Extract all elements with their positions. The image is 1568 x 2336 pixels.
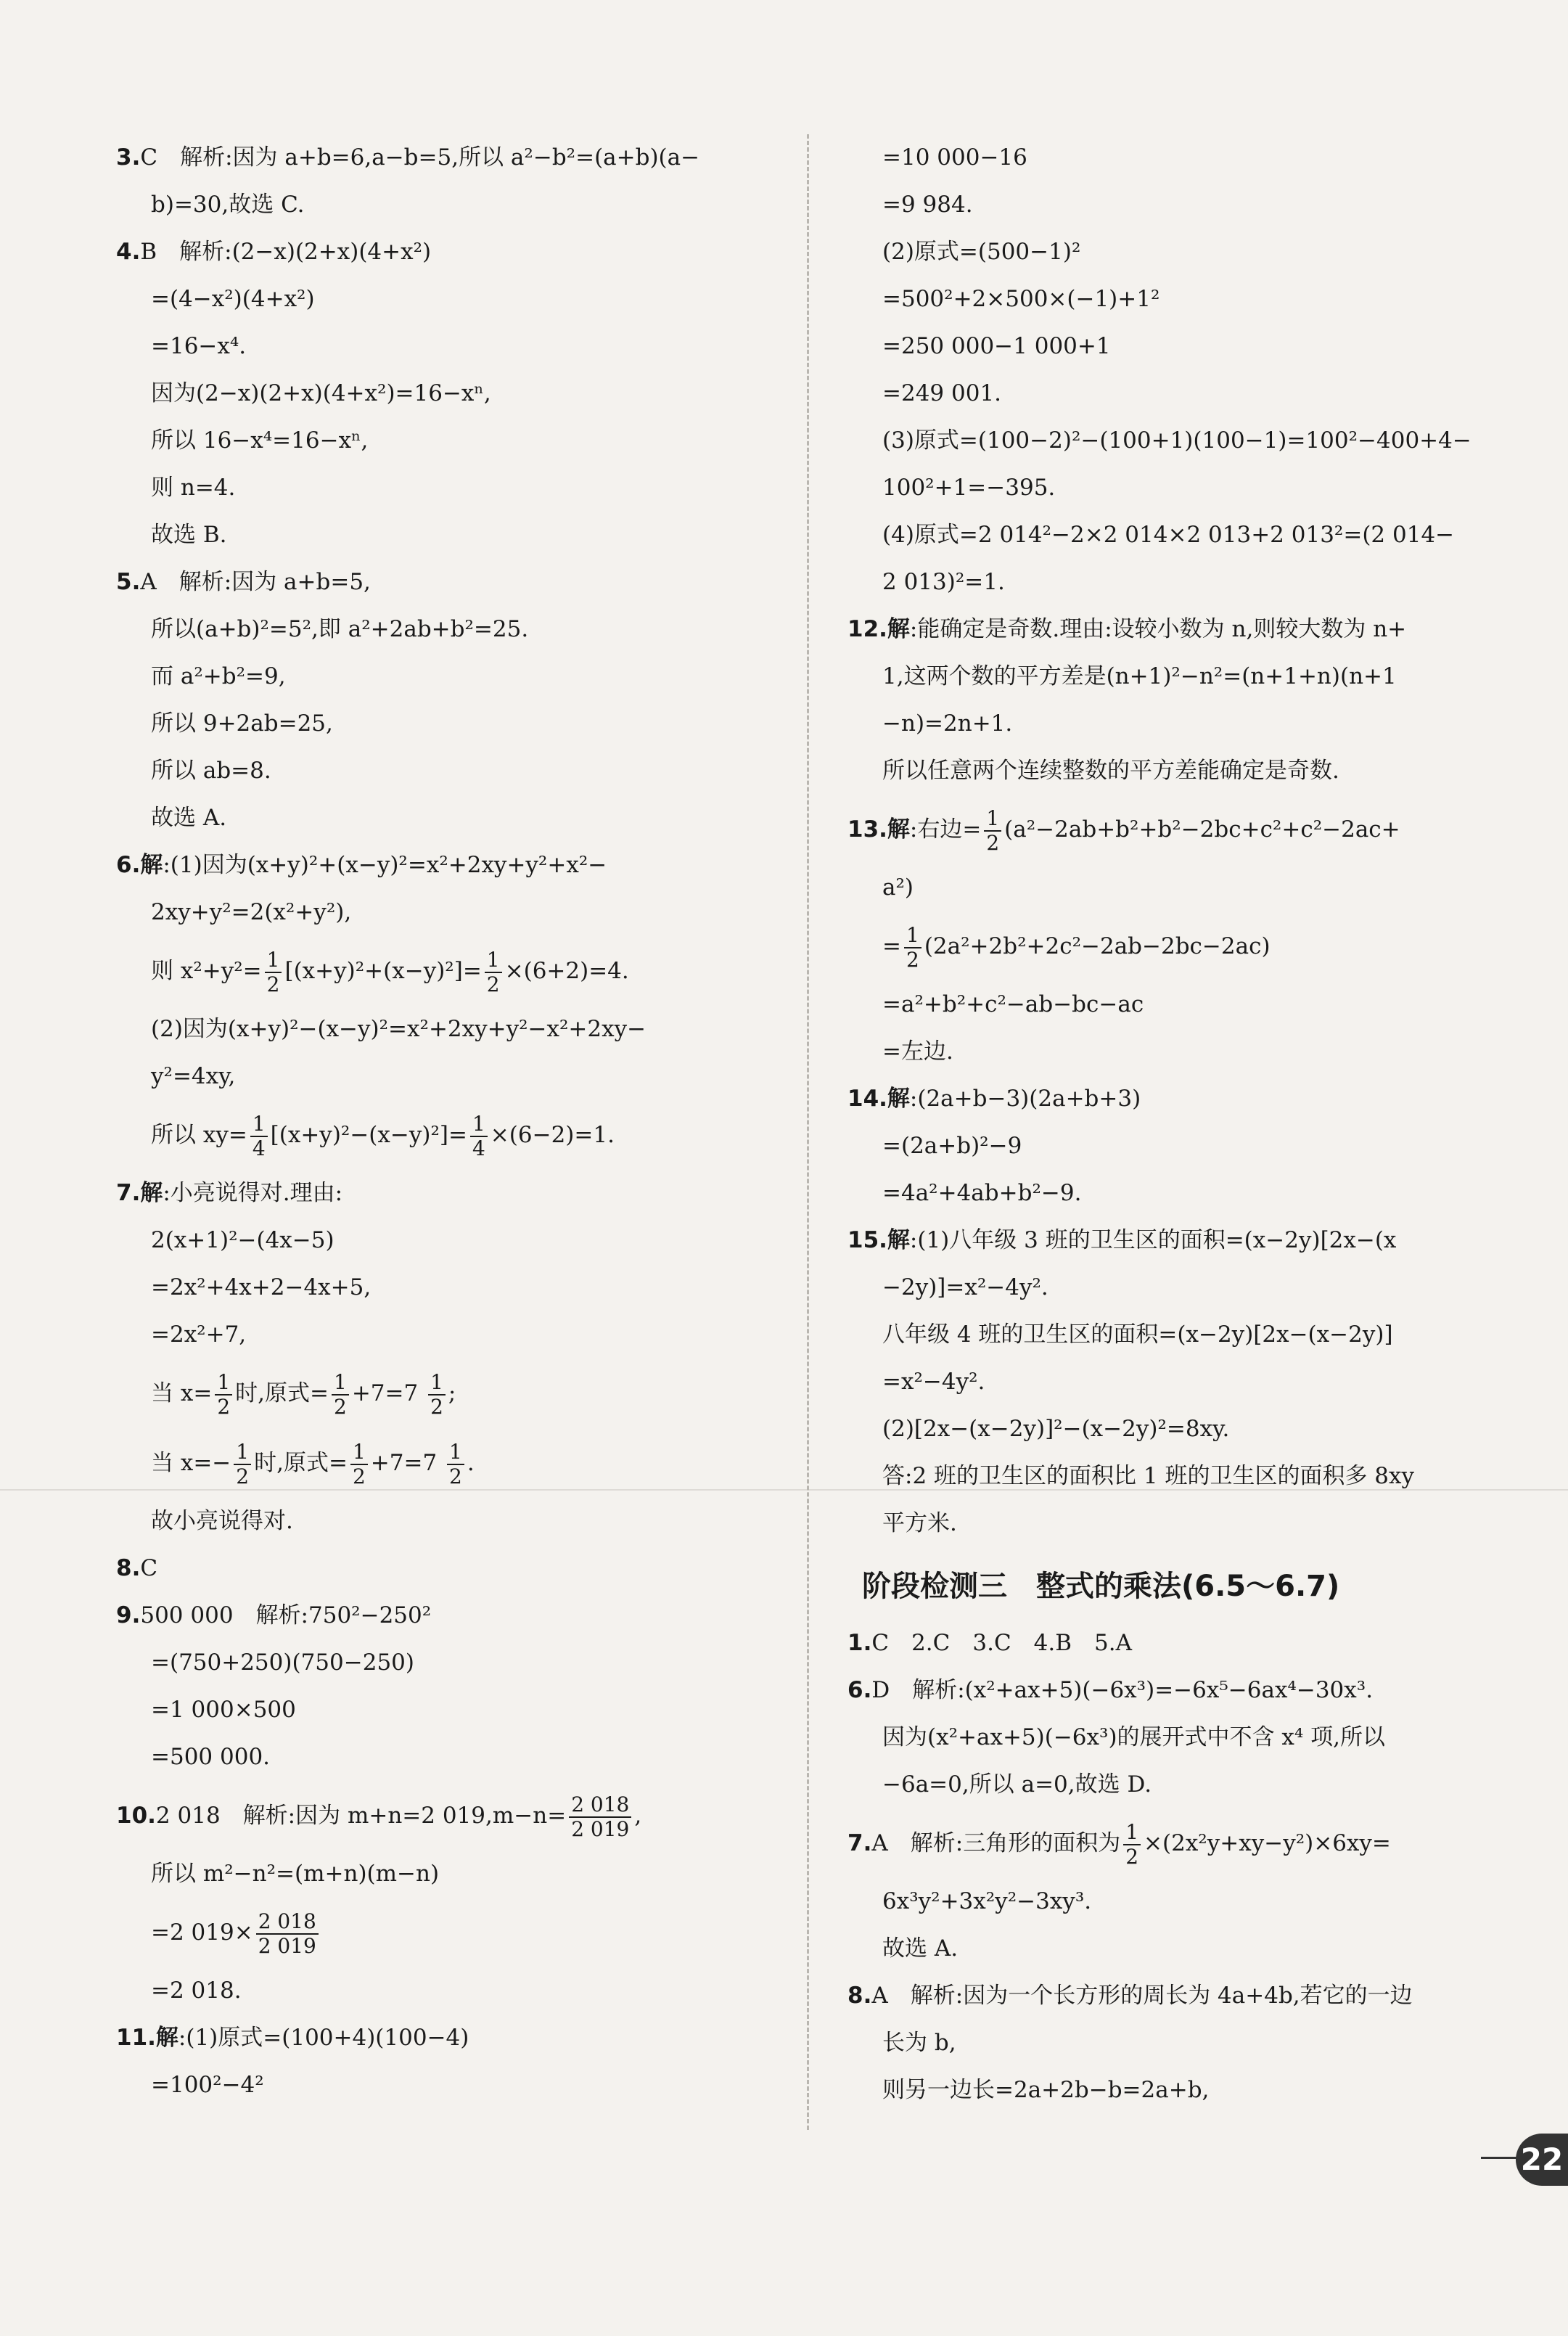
answer-text: 所以(a+b)²=5²,即 a²+2ab+b²=25. bbox=[151, 616, 529, 642]
answer-line bbox=[847, 747, 1501, 795]
fraction-denominator: 2 bbox=[217, 1394, 231, 1419]
answer-text: ×(6+2)=4. bbox=[504, 958, 629, 984]
answer-text: 2 013)²=1. bbox=[882, 569, 1005, 595]
answer-line bbox=[116, 1311, 776, 1358]
fraction bbox=[984, 808, 1001, 853]
answer-text: b)=30,故选 C. bbox=[151, 192, 305, 218]
answer-item bbox=[847, 1075, 1501, 1123]
answer-line bbox=[116, 323, 776, 370]
answer-line bbox=[847, 1123, 1501, 1170]
answer-text: 故选 A. bbox=[151, 805, 227, 831]
answer-text: 1,这两个数的平方差是(n+1)²−n²=(n+1+n)(n+1 bbox=[882, 663, 1397, 689]
answer-line bbox=[847, 1878, 1501, 1925]
fraction-denominator: 4 bbox=[252, 1136, 266, 1160]
answer-text: :小亮说得对.理由: bbox=[163, 1180, 343, 1206]
fraction-numerator: 1 bbox=[332, 1372, 349, 1396]
answer-text: =10 000−16 bbox=[882, 144, 1027, 171]
fraction bbox=[470, 1111, 488, 1160]
answer-text: 2 018 解析:因为 m+n=2 019,m−n= bbox=[155, 1803, 567, 1829]
item-number: 7. bbox=[116, 1180, 141, 1206]
answer-text: 所以 16−x⁴=16−xⁿ, bbox=[151, 427, 369, 454]
answer-line bbox=[847, 1170, 1501, 1217]
answer-text: A 解析:三角形的面积为 bbox=[871, 1830, 1121, 1856]
fraction-denominator: 2 bbox=[266, 972, 280, 996]
answer-item bbox=[116, 229, 776, 276]
answer-text: (2)[2x−(x−2y)]²−(x−2y)²=8xy. bbox=[882, 1416, 1230, 1442]
answer-text: =左边. bbox=[882, 1038, 953, 1065]
answer-line bbox=[116, 747, 776, 795]
answer-text: =(4−x²)(4+x²) bbox=[151, 286, 315, 312]
answer-item bbox=[847, 1808, 1501, 1878]
fraction bbox=[332, 1369, 349, 1419]
fraction-numerator: 1 bbox=[215, 1372, 232, 1396]
answer-text: =(750+250)(750−250) bbox=[151, 1649, 414, 1676]
answer-line bbox=[847, 181, 1501, 229]
left-column bbox=[116, 134, 776, 2109]
answer-text: −n)=2n+1. bbox=[882, 710, 1013, 737]
answer-line bbox=[116, 1100, 776, 1170]
answer-text: =2x²+4x+2−4x+5, bbox=[151, 1274, 372, 1300]
fraction bbox=[265, 947, 282, 996]
answer-line bbox=[847, 1264, 1501, 1311]
answer-text: 当 x=− bbox=[151, 1450, 231, 1476]
answer-line bbox=[847, 864, 1501, 911]
answer-line bbox=[116, 1498, 776, 1545]
item-number: 13. bbox=[847, 816, 887, 843]
answer-text: 当 x= bbox=[151, 1380, 213, 1406]
answer-line bbox=[116, 1053, 776, 1100]
fraction bbox=[250, 1111, 268, 1160]
answer-item bbox=[116, 2015, 776, 2062]
answer-item bbox=[847, 1972, 1501, 2020]
fraction-denominator: 2 bbox=[906, 947, 919, 972]
fraction bbox=[350, 1439, 368, 1488]
answer-line bbox=[116, 276, 776, 323]
column-divider bbox=[807, 134, 809, 2130]
answer-item bbox=[116, 134, 776, 181]
answer-text: ; bbox=[448, 1380, 456, 1406]
answer-line bbox=[116, 1687, 776, 1734]
answer-line bbox=[847, 1028, 1501, 1075]
answer-line bbox=[847, 464, 1501, 512]
fraction bbox=[1123, 1819, 1141, 1869]
answer-text: 2xy+y²=2(x²+y²), bbox=[151, 899, 352, 925]
answer-text: =2x²+7, bbox=[151, 1321, 247, 1348]
item-number: 15. bbox=[847, 1227, 887, 1253]
answer-text: (4)原式=2 014²−2×2 014×2 013+2 013²=(2 014− bbox=[882, 522, 1455, 548]
item-number: 5. bbox=[116, 569, 141, 595]
answer-text: =1 000×500 bbox=[151, 1697, 296, 1723]
fraction-numerator: 1 bbox=[904, 925, 921, 948]
fraction-numerator: 1 bbox=[250, 1114, 268, 1137]
answer-line bbox=[847, 229, 1501, 276]
answer-text: =249 001. bbox=[882, 380, 1002, 406]
item-number: 6. bbox=[116, 852, 141, 878]
item-number: 9. bbox=[116, 1602, 141, 1628]
answer-text: 6x³y²+3x²y²−3xy³. bbox=[882, 1888, 1092, 1914]
item-number: 12. bbox=[847, 616, 887, 642]
answer-line bbox=[116, 2062, 776, 2109]
answer-text: C 解析:因为 a+b=6,a−b=5,所以 a²−b²=(a+b)(a− bbox=[140, 144, 700, 171]
item-number: 7. bbox=[847, 1830, 872, 1856]
fraction bbox=[234, 1439, 251, 1488]
fraction-numerator: 1 bbox=[265, 950, 282, 973]
answer-text: 所以 9+2ab=25, bbox=[151, 710, 333, 737]
answer-line bbox=[116, 1734, 776, 1781]
answer-text: =2 019× bbox=[151, 1919, 253, 1946]
fraction-numerator: 1 bbox=[447, 1442, 464, 1465]
page-number: 22 bbox=[1516, 2134, 1568, 2186]
answer-text: , bbox=[634, 1803, 642, 1829]
answer-text: =100²−4² bbox=[151, 2072, 264, 2098]
answer-text: =500²+2×500×(−1)+1² bbox=[882, 286, 1160, 312]
answer-text: B 解析:(2−x)(2+x)(4+x²) bbox=[140, 239, 432, 265]
answer-line bbox=[847, 911, 1501, 981]
answer-line bbox=[847, 2067, 1501, 2114]
answer-text: . bbox=[467, 1450, 475, 1476]
item-number: 8. bbox=[116, 1555, 141, 1581]
answer-line bbox=[847, 1406, 1501, 1453]
answer-item bbox=[847, 606, 1501, 653]
answer-line bbox=[847, 700, 1501, 747]
answer-text: (3)原式=(100−2)²−(100+1)(100−1)=100²−400+4− bbox=[882, 427, 1471, 454]
answer-text: D 解析:(x²+ax+5)(−6x³)=−6x⁵−6ax⁴−30x³. bbox=[871, 1677, 1374, 1703]
fraction-denominator: 2 bbox=[1125, 1844, 1139, 1869]
answer-text: 则 n=4. bbox=[151, 475, 236, 501]
answer-line bbox=[847, 2020, 1501, 2067]
item-number: 10. bbox=[116, 1803, 156, 1829]
fraction-numerator: 2 018 bbox=[569, 1795, 631, 1818]
fraction-denominator: 4 bbox=[472, 1136, 485, 1160]
answer-text: :能确定是奇数.理由:设较小数为 n,则较大数为 n+ bbox=[909, 616, 1407, 642]
answer-text: 答:2 班的卫生区的面积比 1 班的卫生区的面积多 8xy bbox=[882, 1463, 1415, 1489]
fraction bbox=[428, 1369, 446, 1419]
item-number: 11. bbox=[116, 2025, 156, 2051]
answer-line bbox=[116, 417, 776, 464]
answer-text: :(2a+b−3)(2a+b+3) bbox=[909, 1086, 1141, 1112]
answer-line bbox=[116, 1006, 776, 1053]
answer-text: +7=7 bbox=[351, 1380, 426, 1406]
answer-item bbox=[116, 1592, 776, 1639]
answer-text: (2)因为(x+y)²−(x−y)²=x²+2xy+y²−x²+2xy− bbox=[151, 1016, 647, 1042]
answer-text: 时,原式= bbox=[235, 1380, 329, 1406]
answer-line bbox=[116, 181, 776, 229]
answer-text: =a²+b²+c²−ab−bc−ac bbox=[882, 991, 1144, 1017]
answer-line bbox=[116, 1217, 776, 1264]
item-number: 6. bbox=[847, 1677, 872, 1703]
answer-text: 因为(x²+ax+5)(−6x³)的展开式中不含 x⁴ 项,所以 bbox=[882, 1724, 1386, 1750]
answer-text: +7=7 bbox=[370, 1450, 445, 1476]
answer-text: 则另一边长=2a+2b−b=2a+b, bbox=[882, 2077, 1210, 2103]
fraction bbox=[447, 1439, 464, 1488]
solution-label: 解 bbox=[887, 816, 910, 843]
solution-label: 解 bbox=[887, 616, 910, 642]
answer-text: = bbox=[882, 933, 901, 959]
answer-text: =(2a+b)²−9 bbox=[882, 1133, 1022, 1159]
answer-text: C bbox=[140, 1555, 158, 1581]
answer-line bbox=[116, 1851, 776, 1898]
fraction-denominator: 2 019 bbox=[258, 1933, 316, 1958]
answer-item bbox=[116, 559, 776, 606]
answer-text: 2(x+1)²−(4x−5) bbox=[151, 1227, 334, 1253]
answer-text: −6a=0,所以 a=0,故选 D. bbox=[882, 1771, 1152, 1798]
answer-text: 所以 m²−n²=(m+n)(m−n) bbox=[151, 1861, 440, 1887]
answer-text: 所以任意两个连续整数的平方差能确定是奇数. bbox=[882, 758, 1339, 784]
item-number: 1. bbox=[847, 1630, 872, 1656]
answer-text: =500 000. bbox=[151, 1744, 271, 1770]
answer-text: 故选 B. bbox=[151, 522, 227, 548]
answer-line bbox=[847, 559, 1501, 606]
answer-text: 平方米. bbox=[882, 1510, 957, 1536]
answer-text: :(1)因为(x+y)²+(x−y)²=x²+2xy+y²+x²− bbox=[163, 852, 607, 878]
fraction bbox=[569, 1792, 631, 1841]
answer-line bbox=[116, 1967, 776, 2015]
answer-line bbox=[847, 1358, 1501, 1406]
answer-line bbox=[116, 370, 776, 417]
fraction bbox=[256, 1911, 319, 1956]
fraction-denominator: 2 bbox=[449, 1464, 462, 1488]
answer-line bbox=[116, 795, 776, 842]
solution-label: 解 bbox=[887, 1086, 910, 1112]
answer-line bbox=[116, 653, 776, 700]
answer-line bbox=[116, 606, 776, 653]
answer-item bbox=[116, 1170, 776, 1217]
answer-text: [(x+y)²+(x−y)²]= bbox=[284, 958, 482, 984]
fraction-denominator: 2 bbox=[430, 1394, 443, 1419]
fraction-numerator: 1 bbox=[428, 1372, 446, 1396]
answer-line bbox=[847, 134, 1501, 181]
fraction-numerator: 1 bbox=[984, 808, 1001, 832]
answer-text: 八年级 4 班的卫生区的面积=(x−2y)[2x−(x−2y)] bbox=[882, 1321, 1393, 1348]
answer-text: 500 000 解析:750²−250² bbox=[140, 1602, 432, 1628]
answer-text: 所以 xy= bbox=[151, 1122, 247, 1148]
answer-line bbox=[116, 464, 776, 512]
answer-line bbox=[116, 1358, 776, 1428]
answer-text: 100²+1=−395. bbox=[882, 475, 1056, 501]
item-number: 4. bbox=[116, 239, 141, 265]
fraction-numerator: 1 bbox=[234, 1442, 251, 1465]
answer-line bbox=[847, 1714, 1501, 1761]
fraction-numerator: 1 bbox=[470, 1114, 488, 1137]
answer-line bbox=[116, 889, 776, 936]
fraction-numerator: 1 bbox=[485, 950, 502, 973]
answer-text: C 2.C 3.C 4.B 5.A bbox=[871, 1630, 1132, 1656]
page-number-badge bbox=[1481, 2134, 1568, 2184]
answer-line bbox=[847, 370, 1501, 417]
answer-text: =250 000−1 000+1 bbox=[882, 333, 1111, 359]
item-number: 8. bbox=[847, 1983, 872, 2009]
page-number-dash bbox=[1481, 2157, 1517, 2159]
answer-text: =9 984. bbox=[882, 192, 973, 218]
answer-line bbox=[847, 323, 1501, 370]
answer-text: [(x+y)²−(x−y)²]= bbox=[270, 1122, 467, 1148]
item-number: 14. bbox=[847, 1086, 887, 1112]
answer-line bbox=[847, 1761, 1501, 1808]
answer-line bbox=[116, 1639, 776, 1687]
item-number: 3. bbox=[116, 144, 141, 171]
answer-text: :右边= bbox=[909, 816, 982, 843]
answer-text: =16−x⁴. bbox=[151, 333, 247, 359]
answer-item bbox=[847, 1667, 1501, 1714]
section-heading: 阶段检测三 整式的乘法(6.5～6.7) bbox=[862, 1570, 1340, 1603]
answer-text: A 解析:因为一个长方形的周长为 4a+4b,若它的一边 bbox=[871, 1983, 1413, 2009]
fraction-denominator: 2 019 bbox=[571, 1816, 630, 1841]
answer-line bbox=[847, 1500, 1501, 1547]
answer-line bbox=[847, 1311, 1501, 1358]
answer-line bbox=[116, 936, 776, 1006]
answer-item bbox=[847, 1620, 1501, 1667]
answer-line bbox=[847, 1453, 1501, 1500]
answer-line bbox=[847, 512, 1501, 559]
answer-text: =4a²+4ab+b²−9. bbox=[882, 1180, 1082, 1206]
answer-text: (2)原式=(500−1)² bbox=[882, 239, 1081, 265]
answer-line bbox=[116, 1898, 776, 1967]
answer-item bbox=[116, 1545, 776, 1592]
fraction-denominator: 2 bbox=[333, 1394, 347, 1419]
fraction-denominator: 2 bbox=[486, 972, 500, 996]
fraction-numerator: 1 bbox=[350, 1442, 368, 1465]
fraction-numerator: 2 018 bbox=[256, 1911, 319, 1935]
answer-text: −2y)]=x²−4y². bbox=[882, 1274, 1048, 1300]
answer-line bbox=[116, 1428, 776, 1498]
answer-line bbox=[847, 1925, 1501, 1972]
answer-line bbox=[116, 700, 776, 747]
answer-text: 因为(2−x)(2+x)(4+x²)=16−xⁿ, bbox=[151, 380, 491, 406]
answer-line bbox=[847, 417, 1501, 464]
answer-line bbox=[116, 1264, 776, 1311]
right-column bbox=[847, 134, 1501, 2114]
answer-text: ×(6−2)=1. bbox=[490, 1122, 615, 1148]
answer-text: y²=4xy, bbox=[151, 1063, 236, 1089]
fraction-numerator: 1 bbox=[1123, 1822, 1141, 1845]
solution-label: 解 bbox=[155, 2025, 178, 2051]
answer-text: =2 018. bbox=[151, 1978, 242, 2004]
fraction-denominator: 2 bbox=[236, 1464, 250, 1488]
fraction-denominator: 2 bbox=[986, 830, 1000, 855]
answer-text: a²) bbox=[882, 874, 914, 901]
answer-text: 故小亮说得对. bbox=[151, 1508, 293, 1534]
fraction-denominator: 2 bbox=[352, 1464, 366, 1488]
answer-text: :(1)原式=(100+4)(100−4) bbox=[178, 2025, 469, 2051]
answer-text: 故选 A. bbox=[882, 1935, 959, 1962]
answer-text: :(1)八年级 3 班的卫生区的面积=(x−2y)[2x−(x bbox=[909, 1227, 1397, 1253]
fraction bbox=[215, 1369, 232, 1419]
answer-text: ×(2x²y+xy−y²)×6xy= bbox=[1144, 1830, 1391, 1856]
answer-text: 长为 b, bbox=[882, 2030, 956, 2056]
answer-item bbox=[847, 1217, 1501, 1264]
answer-text: 而 a²+b²=9, bbox=[151, 663, 286, 689]
answer-text: =x²−4y². bbox=[882, 1369, 985, 1395]
answer-line bbox=[116, 512, 776, 559]
answer-item bbox=[847, 795, 1501, 864]
answer-line bbox=[847, 653, 1501, 700]
answer-text: 则 x²+y²= bbox=[151, 958, 262, 984]
answer-text: (a²−2ab+b²+b²−2bc+c²+c²−2ac+ bbox=[1004, 816, 1400, 843]
answer-item bbox=[116, 1781, 776, 1851]
answer-text: (2a²+2b²+2c²−2ab−2bc−2ac) bbox=[924, 933, 1271, 959]
fraction bbox=[904, 922, 921, 972]
answer-line bbox=[847, 276, 1501, 323]
answer-text: A 解析:因为 a+b=5, bbox=[140, 569, 371, 595]
solution-label: 解 bbox=[140, 1180, 163, 1206]
answer-line bbox=[847, 981, 1501, 1028]
solution-label: 解 bbox=[887, 1227, 910, 1253]
fraction bbox=[485, 947, 502, 996]
answer-item bbox=[116, 842, 776, 889]
answer-text: 所以 ab=8. bbox=[151, 758, 271, 784]
solution-label: 解 bbox=[140, 852, 163, 878]
answer-text: 时,原式= bbox=[254, 1450, 348, 1476]
